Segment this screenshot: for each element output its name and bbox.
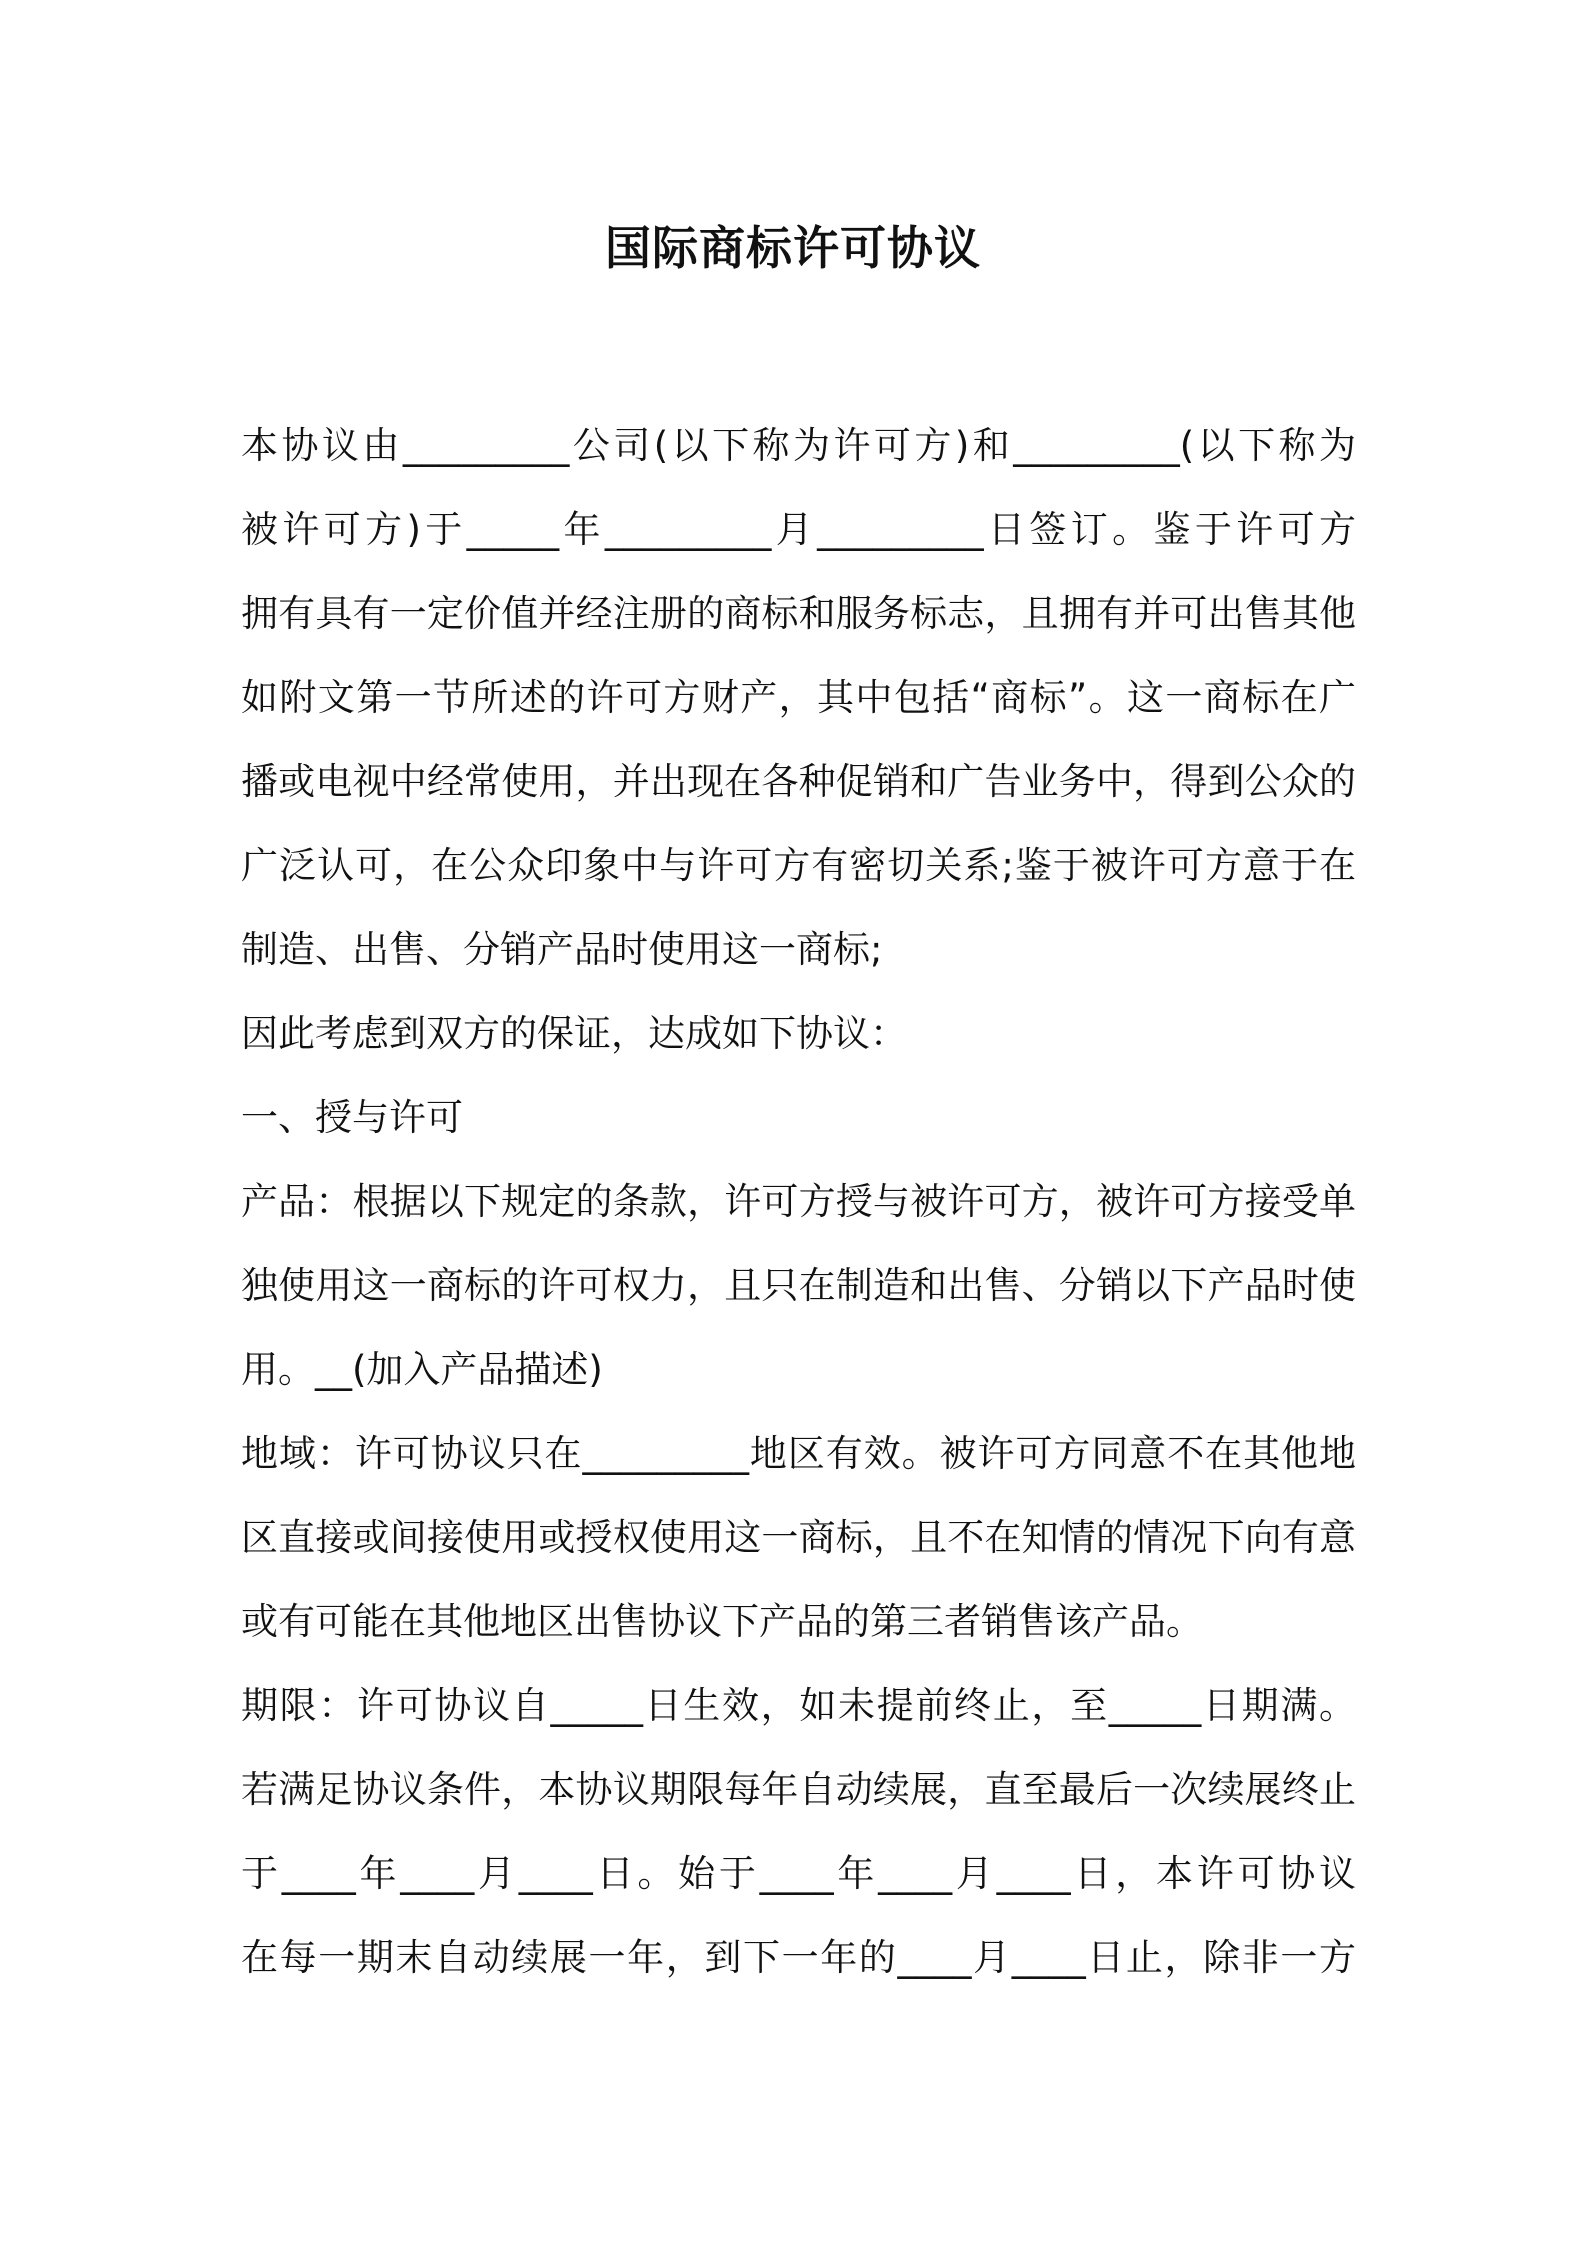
- body-line-11: 独使用这一商标的许可权力，且只在制造和出售、分销以下产品时使: [241, 1264, 1356, 1307]
- document-title: 国际商标许可协议: [605, 221, 981, 275]
- body-line-3: 拥有具有一定价值并经注册的商标和服务标志，且拥有并可出售其他: [241, 592, 1356, 635]
- section-heading-grant-of-license: 一、授与许可: [241, 1096, 463, 1139]
- body-line-5: 播或电视中经常使用，并出现在各种促销和广告业务中，得到公众的: [241, 760, 1356, 803]
- body-line-19: 在每一期末自动续展一年，到下一年的____月____日止，除非一方: [241, 1936, 1356, 1979]
- body-line-8: 因此考虑到双方的保证，达成如下协议：: [241, 1012, 907, 1055]
- body-line-17: 若满足协议条件，本协议期限每年自动续展，直至最后一次续展终止: [241, 1768, 1356, 1811]
- body-line-18: 于____年____月____日。始于____年____月____日，本许可协议: [241, 1852, 1356, 1895]
- body-line-12: 用。__(加入产品描述): [241, 1348, 603, 1391]
- body-line-7: 制造、出售、分销产品时使用这一商标;: [241, 928, 883, 971]
- body-line-6: 广泛认可，在公众印象中与许可方有密切关系;鉴于被许可方意于在: [241, 844, 1356, 887]
- body-line-2: 被许可方)于_____年_________月_________日签订。鉴于许可方: [241, 508, 1356, 551]
- document-body: [241, 404, 1356, 2000]
- body-line-15: 或有可能在其他地区出售协议下产品的第三者销售该产品。: [241, 1600, 1203, 1643]
- body-line-10: 产品：根据以下规定的条款，许可方授与被许可方，被许可方接受单: [241, 1180, 1356, 1223]
- body-line-4: 如附文第一节所述的许可方财产，其中包括“商标”。这一商标在广: [241, 676, 1356, 719]
- body-line-1: 本协议由_________公司(以下称为许可方)和_________(以下称为: [241, 424, 1356, 467]
- body-line-14: 区直接或间接使用或授权使用这一商标，且不在知情的情况下向有意: [241, 1516, 1356, 1559]
- body-line-13: 地域：许可协议只在_________地区有效。被许可方同意不在其他地: [241, 1432, 1356, 1475]
- body-line-16: 期限：许可协议自_____日生效，如未提前终止，至_____日期满。: [241, 1684, 1356, 1727]
